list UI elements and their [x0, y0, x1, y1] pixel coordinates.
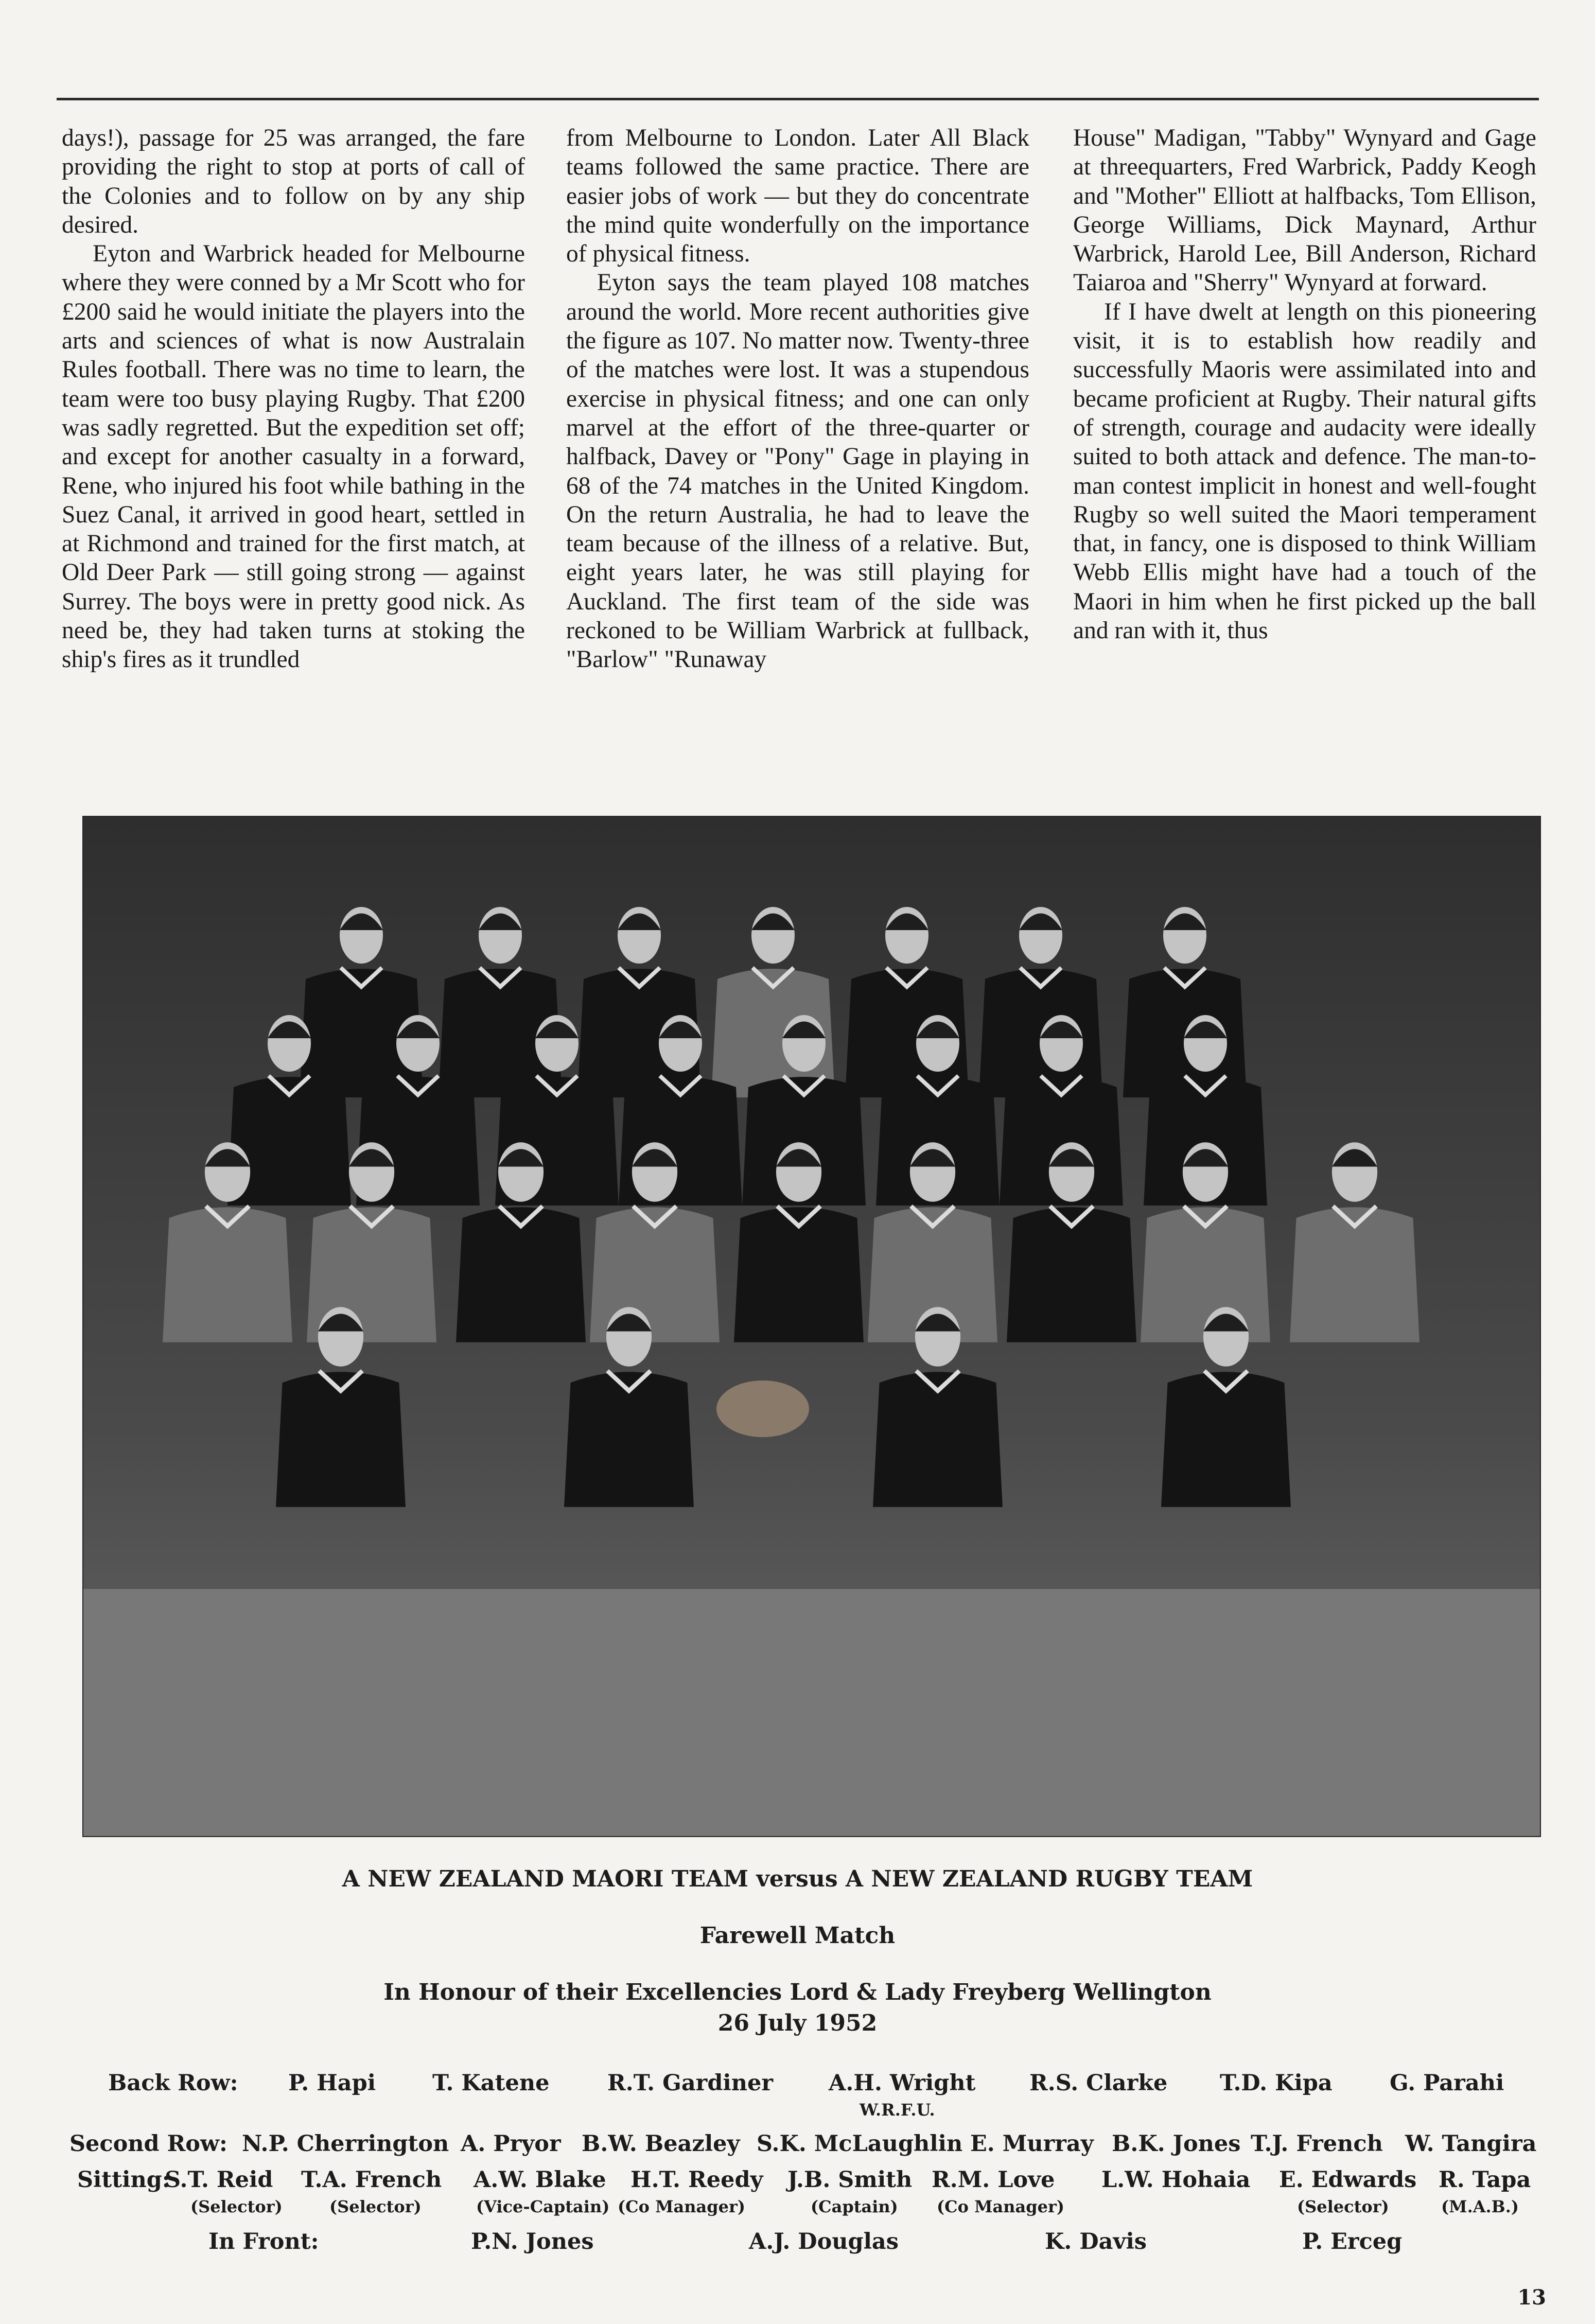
player-name: G. Parahi: [1390, 2070, 1504, 2096]
player-name: R.T. Gardiner: [607, 2070, 774, 2096]
player-name: P. Erceg: [1302, 2229, 1403, 2255]
player-name: R.S. Clarke: [1029, 2070, 1168, 2096]
player-name: R.M. Love: [932, 2167, 1055, 2193]
roster-sitting: [0, 2167, 1595, 2224]
player-name: T.J. French: [1251, 2131, 1383, 2157]
player-name: T.A. French: [301, 2167, 442, 2193]
player-name: P. Hapi: [288, 2070, 376, 2096]
caption-honour: In Honour of their Excellencies Lord & Lady Freyberg Wellington: [383, 1979, 1212, 2005]
caption-subtitle: Farewell Match: [699, 1923, 896, 1949]
row-label: Second Row:: [69, 2131, 227, 2157]
roster-in-front: [0, 2229, 1595, 2260]
photo-rugby-ball: [716, 1381, 809, 1437]
caption-date: 26 July 1952: [717, 2010, 878, 2036]
page-number: 13: [1517, 2285, 1546, 2310]
player-role: (M.A.B.): [1441, 2197, 1519, 2216]
player-role: W.R.F.U.: [860, 2100, 935, 2120]
player-name: B.K. Jones: [1112, 2131, 1241, 2157]
text-column-2: [566, 124, 1029, 674]
player-name: S.K. McLaughlin: [757, 2131, 963, 2157]
player-name: A.W. Blake: [474, 2167, 606, 2193]
roster-second-row: [0, 2131, 1595, 2162]
caption-title: A NEW ZEALAND MAORI TEAM versus A NEW ZEALAND RUGBY TEAM: [342, 1866, 1253, 1892]
team-photo-image: [83, 817, 1540, 1836]
row-label: Sitting:: [77, 2167, 170, 2193]
player-role: (Selector): [329, 2197, 422, 2216]
text-column-1: [62, 124, 525, 674]
player-name: R. Tapa: [1439, 2167, 1531, 2193]
player-name: B.W. Beazley: [582, 2131, 740, 2157]
paragraph: days!), passage for 25 was arranged, the fare providing the right to stop at ports of call of the Colonies and to follow on by any ship desired.: [62, 125, 525, 238]
player-role: (Selector): [1297, 2197, 1389, 2216]
player-name: H.T. Reedy: [630, 2167, 763, 2193]
player-name: A.H. Wright: [829, 2070, 976, 2096]
player-role: (Captain): [811, 2197, 898, 2216]
player-name: A. Pryor: [461, 2131, 561, 2157]
player-name: T.D. Kipa: [1220, 2070, 1333, 2096]
header-rule: [57, 98, 1539, 100]
player-name: N.P. Cherrington: [242, 2131, 449, 2157]
player-role: (Vice-Captain): [476, 2197, 610, 2216]
text-column-3: [1073, 124, 1536, 645]
player-name: T. Katene: [432, 2070, 550, 2096]
paragraph: from Melbourne to London. Later All Black teams followed the same practice. There are easier jobs of work — but they do concentrate the mind quite wonderfully on the importance of physical fitness.: [566, 125, 1029, 268]
player-name: E. Murray: [970, 2131, 1094, 2157]
player-role: (Co Manager): [618, 2197, 745, 2216]
player-name: P.N. Jones: [471, 2229, 594, 2255]
row-label: Back Row:: [108, 2070, 238, 2096]
player-role: (Selector): [190, 2197, 283, 2216]
paragraph: Eyton and Warbrick headed for Melbourne where they were conned by a Mr Scott who for £200 said he would initiate the players into the arts and sciences of what is now Australain Rules football. There was no time to learn, the team were too busy playing Rugby. That £200 was sadly regretted. But the expedition set off; and except for another casualty in a forward, Rene, who injured his foot while bathing in the Suez Canal, it arrived in good heart, settled in at Richmond and trained for the first match, at Old Deer Park — still going strong — against Surrey. The boys were in pretty good nick. As need be, they had taken turns at stoking the ship's fires as it trundled: [62, 240, 525, 673]
row-label: In Front:: [208, 2229, 319, 2255]
player-name: E. Edwards: [1279, 2167, 1417, 2193]
player-role: (Co Manager): [937, 2197, 1064, 2216]
paragraph: If I have dwelt at length on this pioneering visit, it is to establish how readily and successfully Maoris were assimilated into and became proficient at Rugby. Their natural gifts of strength, courage and audacity were ideally suited to both attack and defence. The man-to-man contest implicit in honest and well-fought Rugby so well suited the Maori temperament that, in fancy, one is disposed to think William Webb Ellis might have had a touch of the Maori in him when he first picked up the ball and ran with it, thus: [1073, 298, 1536, 644]
player-name: S.T. Reid: [165, 2167, 273, 2193]
roster-back-row: [0, 2070, 1595, 2122]
player-name: K. Davis: [1045, 2229, 1147, 2255]
player-name: L.W. Hohaia: [1101, 2167, 1251, 2193]
player-name: A.J. Douglas: [749, 2229, 899, 2255]
team-photograph: [82, 816, 1541, 1837]
player-name: J.B. Smith: [787, 2167, 913, 2193]
paragraph: Eyton says the team played 108 matches around the world. More recent authorities give the figure as 107. No matter now. Twenty-three of the matches were lost. It was a stupendous exercise in physical fitness; and one can only marvel at the effort of the three-quarter or halfback, Davey or "Pony" Gage in playing in 68 of the 74 matches in the United Kingdom. On the return Australia, he had to leave the team because of the illness of a relative. But, eight years later, he was still playing for Auckland. The first team of the side was reckoned to be William Warbrick at fullback, "Barlow" "Runaway: [566, 269, 1029, 673]
player-name: W. Tangira: [1405, 2131, 1537, 2157]
paragraph: House" Madigan, "Tabby" Wynyard and Gage at threequarters, Fred Warbrick, Paddy Keogh and "Mother" Elliott at halfbacks, Tom Ellison, George Williams, Dick Maynard, Arthur Warbrick, Harold Lee, Bill Anderson, Richard Taiaroa and "Sherry" Wynyard at forward.: [1073, 125, 1536, 296]
